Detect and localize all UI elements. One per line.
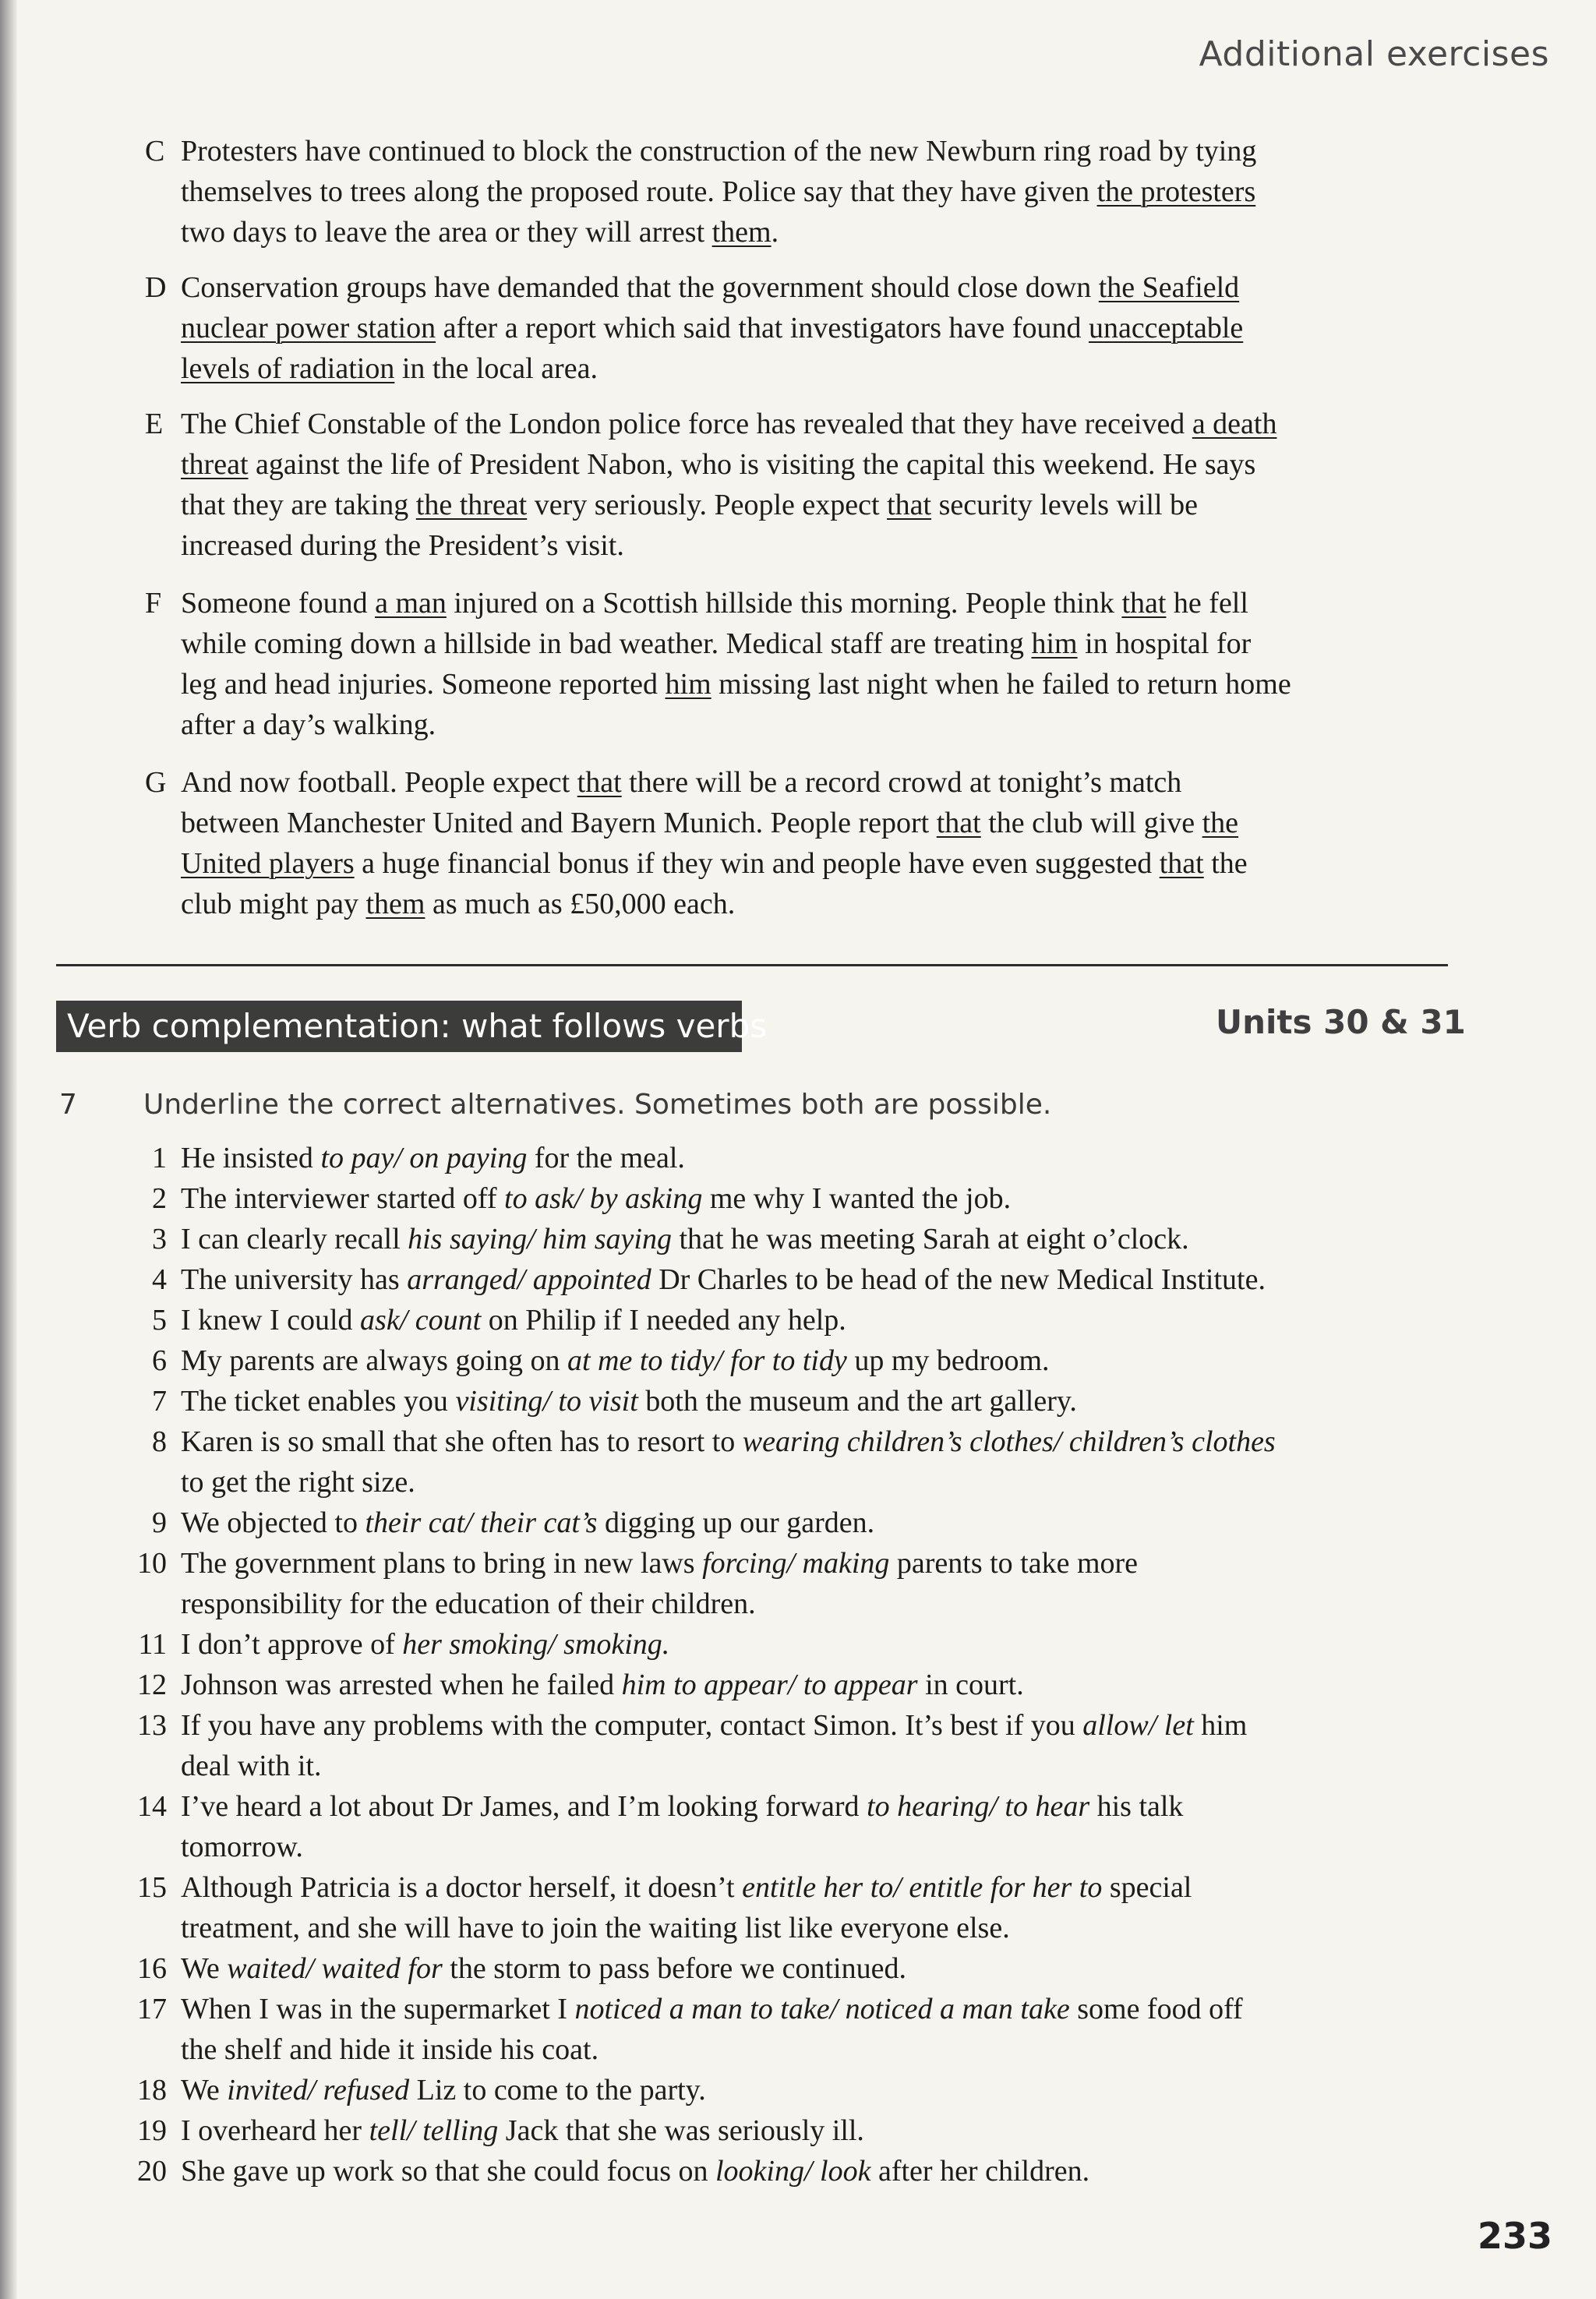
text-line: [181, 843, 1467, 884]
text-line: [181, 1746, 1467, 1786]
text-segment: between Manchester United and Bayern Munich. People report: [181, 807, 937, 839]
underlined-phrase: the threat: [415, 489, 528, 521]
text-line: [181, 2110, 1467, 2151]
item-number: 1: [152, 1142, 167, 1174]
alternative-options: tell/ telling: [369, 2114, 499, 2147]
page-gutter-shadow: [0, 0, 17, 2299]
exercise-item: [137, 1705, 1467, 1786]
alternative-options: her smoking/ smoking.: [402, 1628, 670, 1661]
text-segment: club might pay: [181, 888, 366, 920]
alternative-options: invited/ refused: [227, 2074, 410, 2107]
text-segment: in the local area.: [394, 352, 598, 385]
text-segment: He insisted: [181, 1142, 321, 1174]
alternative-options: noticed a man to take/ noticed a man take: [574, 1993, 1070, 2025]
text-segment: increased during the President’s visit.: [181, 529, 624, 562]
text-segment: I don’t approve of: [181, 1628, 403, 1661]
text-line: [181, 267, 1467, 308]
exercise-item: [138, 1624, 1467, 1665]
text-segment: Johnson was arrested when he failed: [181, 1669, 622, 1701]
text-line: [181, 884, 1467, 924]
text-segment: very seriously. People expect: [527, 489, 888, 521]
text-segment: I can clearly recall: [181, 1223, 408, 1255]
alternative-options: ask/ count: [360, 1304, 482, 1337]
exercise-item: [152, 1219, 1467, 1259]
underlined-phrase: that: [1121, 587, 1167, 620]
text-segment: The ticket enables you: [181, 1385, 456, 1418]
text-line: [181, 404, 1467, 444]
text-segment: Liz to come to the party.: [409, 2074, 706, 2107]
item-number: 13: [137, 1709, 167, 1742]
text-line: [181, 1867, 1467, 1908]
exercise-item: [152, 1503, 1467, 1543]
text-segment: there will be a record crowd at tonight’s match: [621, 766, 1182, 799]
text-line: [181, 212, 1467, 253]
paragraph-letter: G: [145, 766, 167, 799]
text-line: [181, 623, 1467, 664]
alternative-options: allow/ let: [1082, 1709, 1194, 1742]
text-segment: in hospital for: [1077, 627, 1252, 660]
item-number: 5: [152, 1304, 167, 1337]
alternative-options: waited/ waited for: [227, 1952, 443, 1985]
text-segment: Jack that she was seriously ill.: [498, 2114, 864, 2147]
exercise-item: [152, 1259, 1467, 1300]
section-title-banner: Verb complementation: what follows verbs: [56, 1001, 742, 1052]
text-segment: some food off: [1069, 1993, 1243, 2025]
running-header: Additional exercises: [1199, 34, 1549, 74]
text-segment: I overheard her: [181, 2114, 369, 2147]
paragraph-f: [145, 583, 1467, 745]
exercise-item: [152, 1300, 1467, 1340]
text-segment: the: [1203, 847, 1248, 880]
section-divider: [56, 964, 1448, 966]
alternative-options: to ask/ by asking: [504, 1182, 703, 1215]
exercise-instruction: Underline the correct alternatives. Sometimes both are possible.: [143, 1089, 1052, 1121]
underlined-phrase: a man: [375, 587, 447, 620]
text-line: [181, 1138, 1467, 1178]
text-segment: special: [1102, 1871, 1192, 1904]
alternative-options: to hearing/ to hear: [867, 1790, 1090, 1823]
text-segment: against the life of President Nabon, who is visiting the capital this weekend. He says: [248, 448, 1256, 481]
paragraph-c: [145, 131, 1467, 253]
item-number: 14: [137, 1790, 167, 1823]
text-line: [181, 1381, 1467, 1421]
text-segment: as much as £50,000 each.: [425, 888, 736, 920]
text-line: [181, 1665, 1467, 1705]
text-segment: deal with it.: [181, 1750, 322, 1782]
underlined-phrase: that: [936, 807, 981, 839]
text-line: [181, 1462, 1467, 1503]
item-number: 9: [152, 1506, 167, 1539]
item-number: 6: [152, 1344, 167, 1377]
text-line: [181, 1300, 1467, 1340]
paragraph-letter: E: [145, 408, 164, 440]
text-line: [181, 1503, 1467, 1543]
units-reference: Units 30 & 31: [1216, 1003, 1466, 1041]
text-segment: his talk: [1089, 1790, 1184, 1823]
exercise-item: [137, 1786, 1467, 1867]
item-number: 18: [137, 2074, 167, 2107]
underlined-phrase: that: [1159, 847, 1204, 880]
underlined-phrase: a death: [1192, 408, 1277, 440]
text-line: [181, 525, 1467, 566]
text-segment: the shelf and hide it inside his coat.: [181, 2033, 599, 2066]
text-segment: .: [771, 216, 779, 249]
alternative-options: wearing children’s clothes/ children’s clothes: [742, 1425, 1276, 1458]
text-segment: The interviewer started off: [181, 1182, 505, 1215]
exercise-item: [137, 2070, 1467, 2110]
item-number: 7: [152, 1385, 167, 1418]
text-line: [181, 705, 1467, 745]
underlined-phrase: levels of radiation: [181, 352, 395, 385]
text-line: [181, 1543, 1467, 1584]
text-segment: leg and head injuries. Someone reported: [181, 668, 666, 701]
text-line: [181, 1989, 1467, 2029]
exercise-item: [137, 1867, 1467, 1948]
text-segment: treatment, and she will have to join the waiting list like everyone else.: [181, 1912, 1010, 1944]
text-line: [181, 1259, 1467, 1300]
text-segment: The government plans to bring in new laws: [181, 1547, 703, 1580]
text-segment: tomorrow.: [181, 1831, 303, 1863]
text-segment: security levels will be: [931, 489, 1198, 521]
text-segment: She gave up work so that she could focus on: [181, 2155, 715, 2188]
text-segment: We: [181, 2074, 228, 2107]
page-number: 233: [1477, 2215, 1552, 2257]
text-segment: the storm to pass before we continued.: [442, 1952, 906, 1985]
text-segment: I knew I could: [181, 1304, 361, 1337]
exercise-item: [137, 2151, 1467, 2191]
text-segment: that they are taking: [181, 489, 416, 521]
text-segment: in court.: [917, 1669, 1024, 1701]
text-line: [181, 1705, 1467, 1746]
exercise-item: [152, 1421, 1467, 1503]
text-segment: a huge financial bonus if they win and people have even suggested: [354, 847, 1160, 880]
item-number: 12: [137, 1669, 167, 1701]
underlined-phrase: them: [365, 888, 425, 920]
text-line: [181, 1908, 1467, 1948]
text-line: [181, 1624, 1467, 1665]
text-segment: to get the right size.: [181, 1466, 415, 1499]
underlined-phrase: unacceptable: [1088, 312, 1244, 344]
text-segment: two days to leave the area or they will arrest: [181, 216, 712, 249]
text-line: [181, 1219, 1467, 1259]
exercise-item: [152, 1340, 1467, 1381]
text-line: [181, 1948, 1467, 1989]
text-line: [181, 308, 1467, 348]
text-segment: me why I wanted the job.: [702, 1182, 1012, 1215]
text-segment: My parents are always going on: [181, 1344, 567, 1377]
item-number: 11: [138, 1628, 167, 1661]
text-segment: up my bedroom.: [846, 1344, 1050, 1377]
alternative-options: visiting/ to visit: [455, 1385, 638, 1418]
underlined-phrase: them: [711, 216, 772, 249]
item-number: 10: [137, 1547, 167, 1580]
text-segment: We: [181, 1952, 228, 1985]
text-segment: missing last night when he failed to return home: [711, 668, 1291, 701]
underlined-phrase: nuclear power station: [181, 312, 436, 344]
exercise-item: [137, 2110, 1467, 2151]
exercise-item: [152, 1178, 1467, 1219]
text-segment: Protesters have continued to block the construction of the new Newburn ring road by tying: [181, 135, 1257, 168]
item-number: 17: [137, 1993, 167, 2025]
alternative-options: to pay/ on paying: [320, 1142, 528, 1174]
item-number: 3: [152, 1223, 167, 1255]
underlined-phrase: that: [577, 766, 622, 799]
paragraph-letter: F: [145, 587, 162, 620]
text-line: [181, 1340, 1467, 1381]
paragraph-e: [145, 404, 1467, 566]
alternative-options: their cat/ their cat’s: [365, 1506, 598, 1539]
paragraph-letter: C: [145, 135, 165, 168]
text-line: [181, 803, 1467, 843]
text-segment: after a day’s walking.: [181, 708, 436, 741]
paragraph-g: [145, 762, 1467, 924]
text-line: [181, 1421, 1467, 1462]
text-line: [181, 2029, 1467, 2070]
item-number: 16: [137, 1952, 167, 1985]
exercise-item: [137, 1948, 1467, 1989]
alternative-options: entitle her to/ entitle for her to: [742, 1871, 1103, 1904]
text-line: [181, 2151, 1467, 2191]
text-segment: while coming down a hillside in bad weather. Medical staff are treating: [181, 627, 1032, 660]
alternative-options: him to appear/ to appear: [621, 1669, 918, 1701]
alternative-options: at me to tidy/ for to tidy: [567, 1344, 847, 1377]
text-segment: And now football. People expect: [181, 766, 577, 799]
text-segment: Karen is so small that she often has to resort to: [181, 1425, 743, 1458]
item-number: 15: [137, 1871, 167, 1904]
text-segment: parents to take more: [889, 1547, 1139, 1580]
text-segment: The university has: [181, 1263, 408, 1296]
text-line: [181, 485, 1467, 525]
exercise-item: [137, 1989, 1467, 2070]
underlined-phrase: the: [1202, 807, 1239, 839]
text-segment: after her children.: [870, 2155, 1090, 2188]
text-line: [181, 762, 1467, 803]
underlined-phrase: him: [1031, 627, 1078, 660]
item-number: 2: [152, 1182, 167, 1215]
item-number: 19: [137, 2114, 167, 2147]
text-line: [181, 444, 1467, 485]
exercise-item: [137, 1665, 1467, 1705]
text-line: [181, 348, 1467, 389]
underlined-phrase: that: [887, 489, 932, 521]
alternative-options: his saying/ him saying: [408, 1223, 672, 1255]
paragraph-d: [145, 267, 1467, 389]
text-segment: Someone found: [181, 587, 376, 620]
text-segment: for the meal.: [527, 1142, 685, 1174]
text-segment: after a report which said that investigators have found: [436, 312, 1089, 344]
text-segment: When I was in the supermarket I: [181, 1993, 575, 2025]
text-segment: themselves to trees along the proposed route. Police say that they have given: [181, 175, 1097, 208]
text-line: [181, 1827, 1467, 1867]
text-segment: Conservation groups have demanded that the government should close down: [181, 271, 1099, 304]
underlined-phrase: United players: [181, 847, 355, 880]
underlined-phrase: him: [665, 668, 711, 701]
text-segment: he fell: [1166, 587, 1248, 620]
text-line: [181, 1786, 1467, 1827]
text-segment: digging up our garden.: [597, 1506, 875, 1539]
underlined-phrase: the Seafield: [1098, 271, 1240, 304]
text-segment: responsibility for the education of their children.: [181, 1587, 756, 1620]
text-segment: the club will give: [980, 807, 1202, 839]
item-number: 8: [152, 1425, 167, 1458]
item-number: 4: [152, 1263, 167, 1296]
exercise-item: [152, 1381, 1467, 1421]
exercise-number: 7: [59, 1089, 77, 1121]
text-segment: We objected to: [181, 1506, 365, 1539]
alternative-options: forcing/ making: [702, 1547, 890, 1580]
text-line: [181, 2070, 1467, 2110]
text-segment: both the museum and the art gallery.: [637, 1385, 1077, 1418]
text-segment: Dr Charles to be head of the new Medical Institute.: [651, 1263, 1266, 1296]
text-line: [181, 131, 1467, 171]
item-number: 20: [137, 2155, 167, 2188]
text-segment: that he was meeting Sarah at eight o’clock.: [671, 1223, 1189, 1255]
text-segment: I’ve heard a lot about Dr James, and I’m looking forward: [181, 1790, 867, 1823]
underlined-phrase: threat: [181, 448, 249, 481]
text-segment: injured on a Scottish hillside this morning. People think: [446, 587, 1122, 620]
text-line: [181, 583, 1467, 623]
exercise-item: [137, 1543, 1467, 1624]
alternative-options: arranged/ appointed: [407, 1263, 651, 1296]
paragraph-letter: D: [145, 271, 167, 304]
text-segment: If you have any problems with the computer, contact Simon. It’s best if you: [181, 1709, 1083, 1742]
text-line: [181, 1584, 1467, 1624]
text-segment: Although Patricia is a doctor herself, it doesn’t: [181, 1871, 743, 1904]
exercise-item: [152, 1138, 1467, 1178]
text-segment: him: [1193, 1709, 1248, 1742]
text-segment: The Chief Constable of the London police force has revealed that they have received: [181, 408, 1192, 440]
text-line: [181, 1178, 1467, 1219]
text-line: [181, 171, 1467, 212]
text-segment: on Philip if I needed any help.: [481, 1304, 846, 1337]
underlined-phrase: the protesters: [1096, 175, 1256, 208]
text-line: [181, 664, 1467, 705]
alternative-options: looking/ look: [715, 2155, 871, 2188]
